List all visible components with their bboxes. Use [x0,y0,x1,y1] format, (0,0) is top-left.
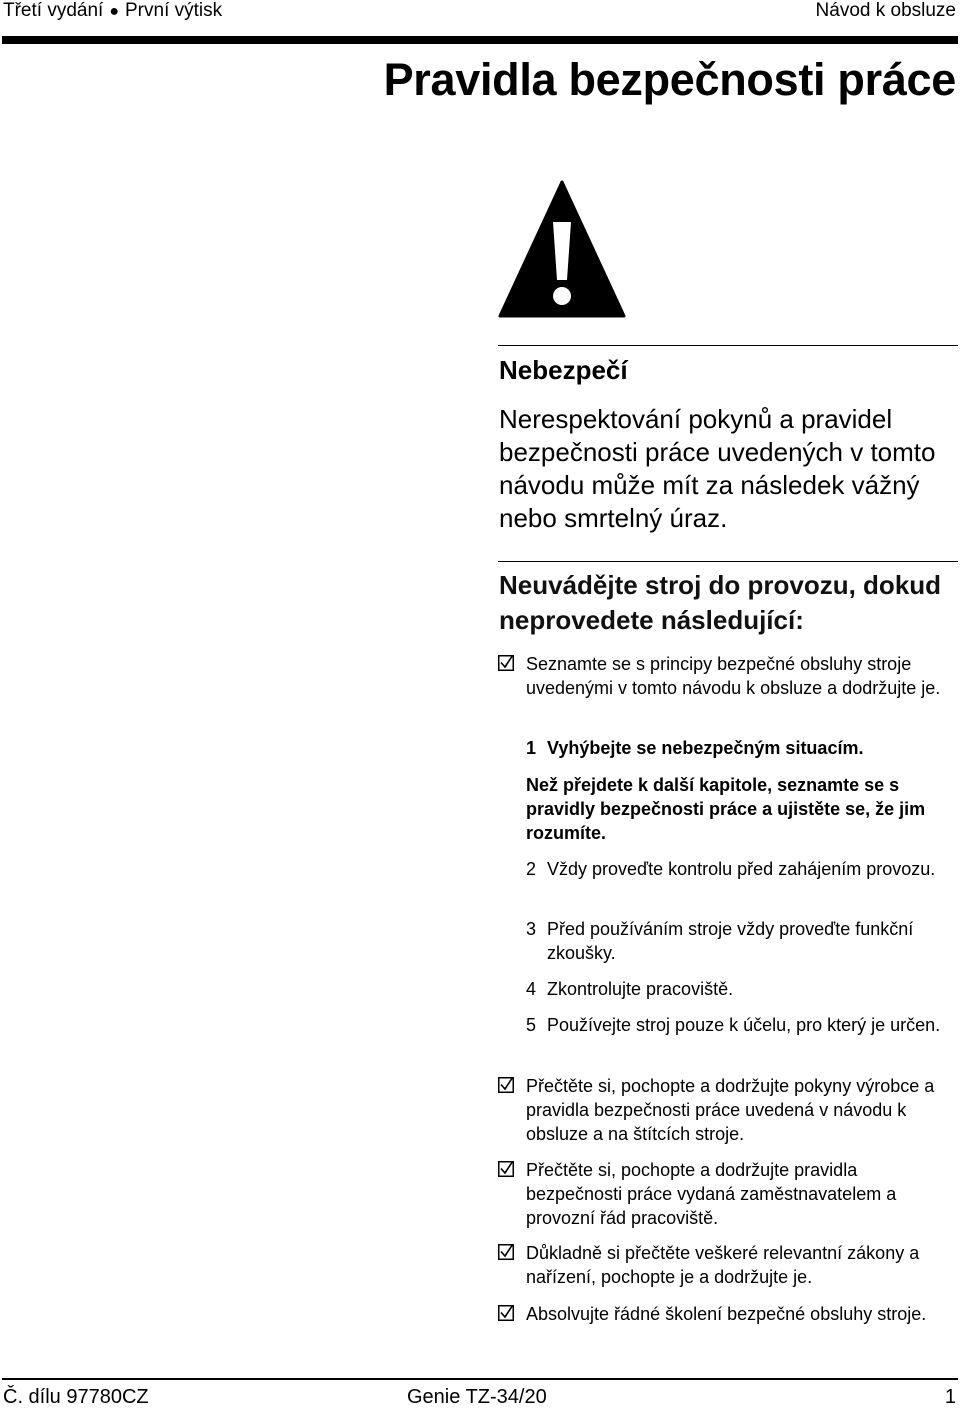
header-divider [2,36,958,44]
section-top-rule [498,561,958,562]
step-text: Používejte stroj pouze k účelu, pro který je určen. [547,1015,941,1035]
checkbox-checked-icon [498,1305,514,1321]
step-number: 3 [526,919,537,939]
checkbox-checked-icon [498,1077,514,1093]
step-number: 2 [526,859,537,879]
step-text: Před používáním stroje vždy proveďte funkční zkoušky. [547,919,914,963]
step-text: Zkontrolujte pracoviště. [547,979,734,999]
footer-divider [2,1378,958,1380]
step-number: 4 [526,979,537,999]
checkbox-checked-icon [498,1244,514,1260]
header-edition-info [3,0,222,23]
page-header [0,0,960,46]
checklist-item-text: Seznamte se s principy bezpečné obsluhy stroje uvedenými v tomto návodu k obsluze a dodržujte je. [526,654,941,698]
model-name: Genie TZ-34/20 [407,1386,547,1408]
checklist-item-text: Důkladně si přečtěte veškeré relevantní zákony a nařízení, pochopte je a dodržujte je. [526,1243,920,1287]
danger-text: Nerespektování pokynů a pravidel bezpečnosti práce uvedených v tomto návodu může mít za následek vážný nebo smrtelný úraz. [499,404,936,533]
section-heading: Neuvádějte stroj do provozu, dokud neprovedete následující: [499,570,942,635]
printing-label: První výtisk [125,0,223,21]
step-number: 1 [526,738,537,758]
checklist-item-text: Absolvujte řádné školení bezpečné obsluhy stroje. [526,1304,927,1324]
step1-note: Než přejdete k další kapitole, seznamte se s pravidly bezpečnosti práce a ujistěte se, že jim rozumíte. [526,775,926,843]
checklist-item-text: Přečtěte si, pochopte a dodržujte pokyny výrobce a pravidla bezpečnosti práce uvedená v návodu k obsluze a na štítcích stroje. [526,1076,935,1144]
warning-triangle-icon [498,180,626,318]
edition-label: Třetí vydání [3,0,104,21]
checkbox-checked-icon [498,1161,514,1177]
checkbox-checked-icon [498,655,514,671]
danger-top-rule [498,345,958,346]
page-title: Pravidla bezpečnosti práce [383,54,956,105]
manual-type-label: Návod k obsluze [815,0,956,21]
checklist-item-text: Přečtěte si, pochopte a dodržujte pravidla bezpečnosti práce vydaná zaměstnavatelem a provozní řád pracoviště. [526,1160,897,1228]
part-number: Č. dílu 97780CZ [3,1386,149,1408]
step-text: Vyhýbejte se nebezpečným situacím. [547,738,864,758]
page-number: 1 [944,1386,956,1408]
bullet-icon: ● [109,3,119,20]
step-text: Vždy proveďte kontrolu před zahájením provozu. [547,859,936,879]
step-number: 5 [526,1015,537,1035]
danger-heading: Nebezpečí [499,355,628,385]
